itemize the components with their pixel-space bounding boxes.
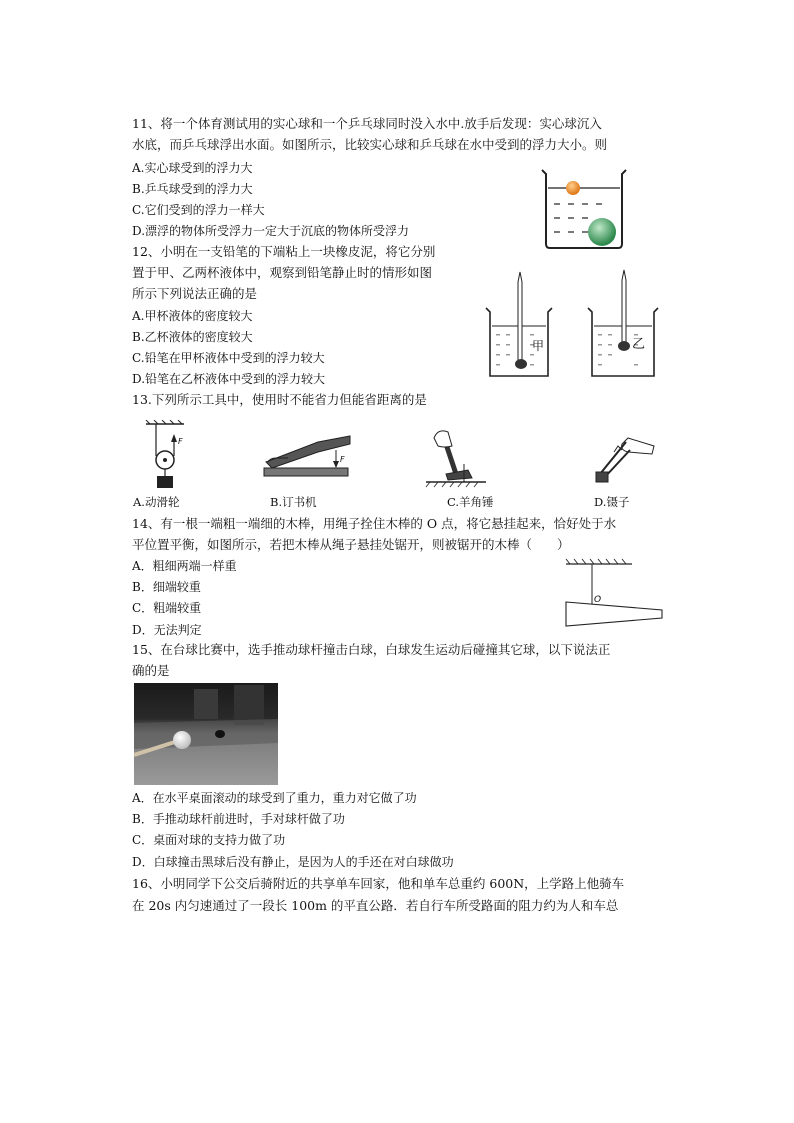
q16-stem-line2: 在 20s 内匀速通过了一段长 100m 的平直公路．若自行车所受路面的阻力约为人和车总 — [132, 898, 619, 913]
q12-stem-line3: 所示下列说法正确的是 — [132, 286, 258, 301]
tweezers-figure — [594, 428, 658, 488]
q12-stem-line2: 置于甲、乙两杯液体中，观察到铅笔静止时的情形如图 — [132, 265, 433, 280]
label-jia: 甲 — [532, 339, 545, 353]
beaker-jia — [486, 272, 552, 376]
stapler-figure — [258, 428, 358, 484]
q14-option-b: B．细端较重 — [132, 580, 201, 594]
q12-option-b: B.乙杯液体的密度较大 — [132, 330, 253, 344]
q15-stem-line2: 确的是 — [132, 663, 170, 678]
q13-caption-c: C.羊角锤 — [447, 495, 494, 509]
q15-option-d: D．白球撞击黑球后没有静止，是因为人的手还在对白球做功 — [132, 855, 454, 869]
q12-option-a: A.甲杯液体的密度较大 — [132, 309, 253, 323]
q12-beakers-figure — [484, 268, 660, 380]
label-yi: 乙 — [632, 337, 646, 352]
q14-option-d: D．无法判定 — [132, 623, 202, 637]
q12-stem-line1: 12、小明在一支铅笔的下端粘上一块橡皮泥，将它分别 — [132, 244, 436, 259]
q15-stem-line1: 15、在台球比赛中，选手推动球杆撞击白球，白球发生运动后碰撞其它球，以下说法正 — [132, 642, 611, 657]
q11-stem-line2: 水底，而乒乓球浮出水面。如图所示，比较实心球和乒乓球在水中受到的浮力大小。则 — [132, 137, 608, 152]
billiards-photo — [134, 683, 278, 785]
q13-caption-a: A.动滑轮 — [133, 495, 180, 509]
q14-stem-line2: 平位置平衡，如图所示，若把木棒从绳子悬挂处锯开，则被锯开的木棒（ ） — [132, 537, 570, 552]
q15-option-c: C．桌面对球的支持力做了功 — [132, 833, 286, 847]
force-label-b: F — [340, 455, 345, 464]
q11-option-b: B.乒乓球受到的浮力大 — [132, 182, 253, 196]
ping-pong-ball — [566, 181, 580, 195]
q13-stem: 13.下列所示工具中，使用时不能省力但能省距离的是 — [132, 392, 427, 407]
q14-option-a: A．粗细两端一样重 — [132, 559, 237, 573]
claw-hammer-figure — [424, 424, 488, 490]
movable-pulley-figure — [140, 420, 190, 494]
q12-option-d: D.铅笔在乙杯液体中受到的浮力较大 — [132, 372, 326, 386]
q16-stem-line1: 16、小明同学下公交后骑附近的共享单车回家，他和单车总重约 600N，上学路上他骑车 — [132, 876, 625, 891]
q14-option-c: C．粗端较重 — [132, 601, 202, 615]
q11-option-d: D.漂浮的物体所受浮力一定大于沉底的物体所受浮力 — [132, 224, 410, 238]
q11-option-a: A.实心球受到的浮力大 — [132, 161, 253, 175]
solid-ball — [588, 218, 616, 246]
point-o-label: O — [594, 595, 602, 605]
q15-option-b: B．手推动球杆前进时，手对球杆做了功 — [132, 812, 345, 826]
q12-option-c: C.铅笔在甲杯液体中受到的浮力较大 — [132, 351, 325, 365]
q14-stem-line1: 14、有一根一端粗一端细的木棒，用绳子拴住木棒的 O 点，将它悬挂起来，恰好处于水 — [132, 516, 617, 531]
q11-option-c: C.它们受到的浮力一样大 — [132, 203, 265, 217]
force-label-a: F — [178, 437, 183, 446]
q11-stem-line1: 11、将一个体育测试用的实心球和一个乒乓球同时没入水中.放手后发现：实心球沉入 — [132, 116, 602, 131]
q14-stick-figure — [562, 558, 666, 628]
q13-caption-d: D.镊子 — [594, 495, 630, 509]
q11-beaker-figure — [540, 166, 630, 252]
q13-caption-b: B.订书机 — [270, 495, 317, 509]
q15-option-a: A．在水平桌面滚动的球受到了重力，重力对它做了功 — [132, 791, 417, 805]
beaker-yi — [588, 270, 658, 376]
